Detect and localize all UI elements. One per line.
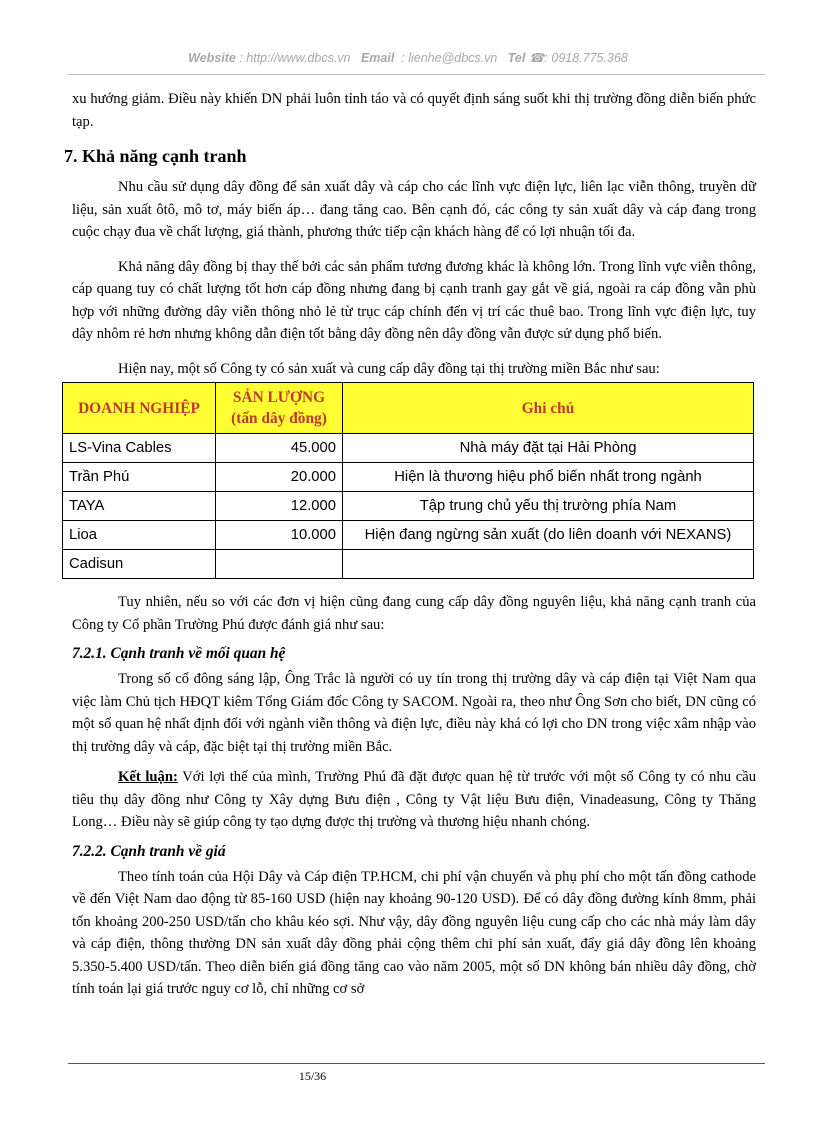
section-7-paragraph-1: Nhu cầu sử dụng dây đồng để sản xuất dây và cáp cho các lĩnh vực điện lực, liên lạc viễn thông, truyền dữ liệu, sản xuất ôtô, mô tơ, máy biến áp… đang tăng cao. Bên cạnh đó, các công ty sản xuất dây và cáp đang trong cuộc chạy đua về chất lượng, giá thành, phương thức tiếp cận khách hàng để có lợi nhuận tối đa. — [72, 179, 756, 240]
table-row — [63, 463, 754, 492]
note-cell — [343, 550, 754, 579]
telephone-icon: ☎ — [528, 51, 545, 65]
conclusion-label: Kết luận: — [118, 769, 178, 785]
section-7-heading: 7. Khả năng cạnh tranh — [64, 146, 247, 166]
company-cell: Cadisun — [63, 550, 216, 579]
document-body — [64, 88, 756, 1001]
after-table-paragraph: Tuy nhiên, nếu so với các đơn vị hiện cũng đang cung cấp dây đồng nguyên liệu, khả năng cạnh tranh của Công ty Cổ phần Trường Phú được đánh giá như sau: — [72, 594, 756, 633]
section-7-2-2-paragraph: Theo tính toán của Hội Dây và Cáp điện TP.HCM, chi phí vận chuyển và phụ phí cho một tấn đồng cathode về đến Việt Nam dao động từ 85-160 USD (hiện nay khoảng 90-120 USD). Để có dây đồng đường kính 8mm, phải tốn khoảng 200-250 USD/tấn cho khâu kéo sợi. Như vậy, dây đồng nguyên liệu cung cấp cho các nhà máy làm dây và cáp điện, thông thường DN sản xuất dây đồng phải cộng thêm chi phí sản xuất, đẩy giá dây đồng lên khoảng 5.350-5.400 USD/tấn. Theo diễn biến giá đồng tăng cao vào năm 2005, một số DN không bán nhiều dây đồng, chờ tính toán lại giá trước nguy cơ lỗ, chỉ những cơ sở — [72, 868, 756, 997]
volume-cell — [216, 550, 343, 579]
volume-cell: 12.000 — [216, 492, 343, 521]
note-cell: Hiện là thương hiệu phổ biến nhất trong ngành — [343, 463, 754, 492]
company-cell: Lioa — [63, 521, 216, 550]
company-cell: LS-Vina Cables — [63, 434, 216, 463]
table-row — [63, 550, 754, 579]
header-rule — [68, 74, 765, 75]
supplier-table — [62, 382, 754, 579]
section-7-2-1-paragraph: Trong số cổ đông sáng lập, Ông Trắc là người có uy tín trong thị trường dây và cáp điện tại Việt Nam qua việc làm Chủ tịch HĐQT kiêm Tổng Giám đốc Công ty SACOM. Ngoài ra, theo như Ông Sơn cho biết, DN cũng có một số quan hệ nhất định đối với ngành viễn thông và điện lực, điều này khá có lợi cho DN trong việc xâm nhập vào thị trường dây và cáp, đặc biệt tại thị trường miền Bắc. — [72, 671, 756, 755]
tel-value: : 0918.775.368 — [544, 51, 628, 65]
website-label: Website — [188, 51, 236, 65]
page-number: 15/36 — [298, 1069, 327, 1083]
company-cell: Trần Phú — [63, 463, 216, 492]
conclusion-text: Với lợi thế của mình, Trường Phú đã đặt được quan hệ từ trước với một số Công ty có nhu cầu tiêu thụ dây đồng như Công ty Xây dựng Bưu điện , Công ty Vật liệu Bưu điện, Vinadeasung, Công ty Thăng Long… Điều này sẽ giúp công ty tạo dựng được thị trường và thương hiệu nhanh chóng. — [72, 769, 756, 830]
table-row — [63, 492, 754, 521]
note-cell: Tập trung chủ yếu thị trường phía Nam — [343, 492, 754, 521]
tel-label: Tel — [507, 51, 526, 65]
section-7-2-1-heading: 7.2.1. Cạnh tranh về mối quan hệ — [72, 645, 286, 662]
volume-cell: 20.000 — [216, 463, 343, 492]
header-volume — [216, 383, 343, 434]
header-volume-line-2: (tấn dây đồng) — [231, 410, 327, 427]
note-cell: Nhà máy đặt tại Hải Phòng — [343, 434, 754, 463]
section-7-paragraph-2: Khả năng dây đồng bị thay thế bởi các sản phẩm tương đương khác là không lớn. Trong lĩnh vực viễn thông, cáp quang tuy có chất lượng tốt hơn cáp đồng nhưng đang bị cạnh tranh gay gắt về giá, ngoài ra cáp đồng vẫn phù hợp với những đường dây viễn thông nhỏ lẻ từ trục cáp chính đến vị trí các thuê bao. Trong lĩnh vực điện lực, tuy dây nhôm rẻ hơn nhưng không dẫn điện tốt bằng dây đồng nên dây đồng vẫn được sử dụng phổ biến. — [72, 258, 756, 342]
conclusion-paragraph — [72, 766, 756, 834]
intro-paragraph: xu hướng giảm. Điều này khiến DN phải luôn tỉnh táo và có quyết định sáng suốt khi thị trường đồng diễn biến phức tạp. — [72, 91, 756, 130]
page-header — [0, 50, 816, 65]
company-cell: TAYA — [63, 492, 216, 521]
footer-rule — [68, 1063, 765, 1064]
email-label: Email — [360, 51, 395, 65]
table-row — [63, 521, 754, 550]
header-note: Ghi chú — [343, 383, 754, 434]
table-intro: Hiện nay, một số Công ty có sản xuất và cung cấp dây đồng tại thị trường miền Bắc như sau: — [118, 360, 660, 377]
note-cell: Hiện đang ngừng sản xuất (do liên doanh với NEXANS) — [343, 521, 754, 550]
table-row — [63, 434, 754, 463]
volume-cell: 45.000 — [216, 434, 343, 463]
volume-cell: 10.000 — [216, 521, 343, 550]
website-value: : http://www.dbcs.vn — [239, 51, 351, 65]
section-7-2-2-heading: 7.2.2. Cạnh tranh về giá — [72, 842, 226, 860]
header-volume-line-1: SẢN LƯỢNG — [232, 389, 326, 406]
table-header-row — [63, 383, 754, 434]
header-company: DOANH NGHIỆP — [63, 383, 216, 434]
email-value: : lienhe@dbcs.vn — [401, 51, 498, 65]
